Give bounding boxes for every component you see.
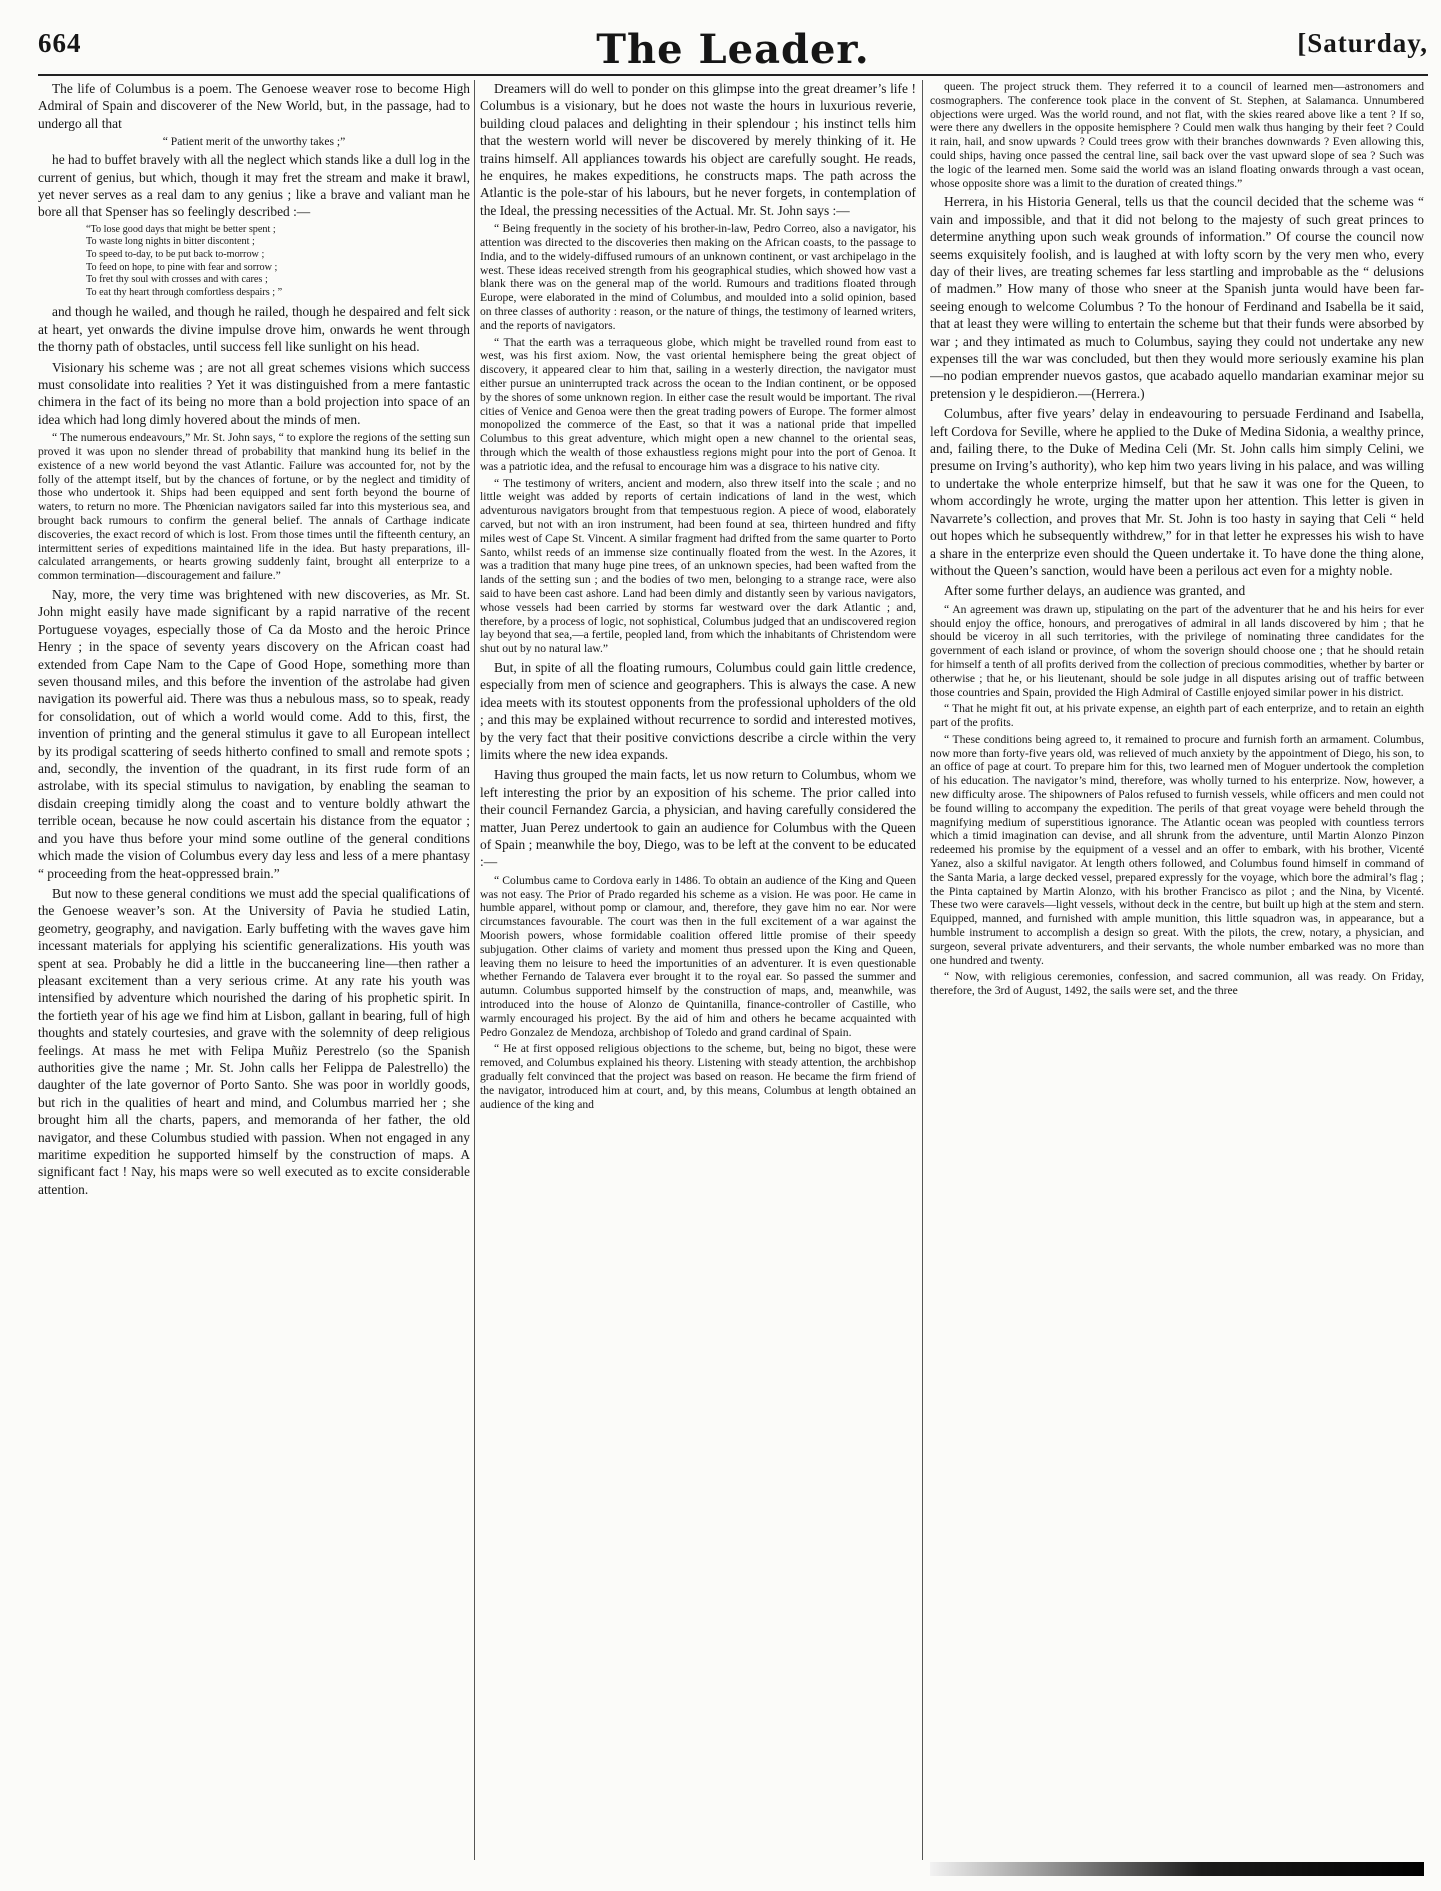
quoted-passage: “ The numerous endeavours,” Mr. St. John says, “ to explore the regions of the setting sun proved it was upon no slender thread of probability that mankind hung its belief in the existence of a new world beyond the vast Atlantic. Failure was accounted for, not by the folly of the attempt itself, but by the chances of fortune, or by the neglect and timidity of those who undertook it. Ships had been equipped and sent forth beyond the bourne of waters, to return no more. The Phœnician navigators sailed far into this mysterious sea, and brought back rumours to confirm the general belief. The annals of Carthage indicate discoveries, the exact record of which is lost. From those times until the fifteenth century, an intermittent series of expeditions maintained life in the idea. But hasty preparations, ill-calculated arrangements, or hearts growing suddenly faint, brought all enterprize to a common termination—discouragement and failure.”: [38, 431, 470, 583]
verse-quotation: “To lose good days that might be better spent ; To waste long nights in bitter discontent ; To speed to-day, to be put back to-morrow ; To feed on hope, to pine with fear and sorrow ; To fret thy soul with crosses and with cares ; To eat thy heart through comfortless despairs ; ”: [86, 223, 283, 298]
paragraph: After some further delays, an audience was granted, and: [944, 583, 1246, 599]
quoted-passage: “ An agreement was drawn up, stipulating on the part of the adventurer that he and his heirs for ever should enjoy the office, honours, and prerogatives of admiral in all lands discovered by him ; that he should be viceroy in all such territories, with the privilege of nominating three candidates for the government of each island or province, of whom the soverign should choose one ; that he should retain for himself a tenth of all profits derived from the collection of precious commodities, whether by barter or otherwise ; that he, or his lieutenant, should be sole judge in all disputes arising out of traffic between those countries and Spain, provided the High Admiral of Castille enjoyed similar power in his district.: [930, 602, 1424, 699]
paragraph: Dreamers will do well to ponder on this glimpse into the great dreamer’s life ! Columbus is a visionary, but he does not waste the hours in luxurious reverie, building cloud palaces and delighting in their splendour ; his instinct tells him that the western world will never be discovered by merely thinking of it. He trains himself. All appliances towards his object are carefully sought. He reads, he enquires, he makes expeditions, he constructs maps. The path across the Atlantic is the pole-star of his labours, but he never forgets, in contemplation of the Ideal, the pressing necessities of the Actual. Mr. St. John says :—: [480, 81, 916, 218]
footer-rule: [930, 1862, 1424, 1876]
column-divider: [922, 80, 923, 1860]
column-2: [480, 80, 916, 1845]
quoted-passage: “ That the earth was a terraqueous globe, which might be travelled round from east to west, was his first axiom. Now, the vast oriental hemisphere being the great object of discovery, it appeared clear to him that, sailing in a westerly direction, the navigator must either pursue an uninterrupted track across the ocean to the Indian continent, or be opposed by the shores of some unknown region. In either case the result would be important. The rival cities of Venice and Genoa were then the great trading powers of Europe. The former almost monopolized the commerce of the East, so that it was a national pride that impelled Columbus to this great adventure, which might open a new channel to the oriental seas, through which the wealth of those exhaustless regions might pour into the port of Genoa. It was a patriotic idea, and the refusal to encourage him was a disgrace to his native city.: [480, 335, 916, 473]
column-3: [930, 80, 1424, 1845]
quoted-passage: “ That he might fit out, at his private expense, an eighth part of each enterprize, and to retain an eighth part of the profits.: [930, 702, 1424, 730]
paragraph: Columbus, after five years’ delay in endeavouring to persuade Ferdinand and Isabella, left Cordova for Seville, where he applied to the Duke of Medina Sidonia, a wealthy prince, and, failing there, to the Duke of Medina Celi (Mr. St. John calls him simply Celini, we presume on Irving’s authority), who kep him two years living in his palace, and was willing to undertake the whole enterprize himself, but that he saw it was one for the Queen, to whom accordingly he wrote, urging the matter upon her attention. This letter is given in Navarrete’s collection, and proves that Mr. St. John is too hasty in saying that Celi “ held out hopes which he subsequently withdrew,” for in that letter he expresses his wish to have a share in the enterprize even should the Queen undertake it. To have done the thing alone, without the Queen’s sanction, would have been a perilous act even for a mighty noble.: [930, 406, 1424, 578]
paragraph: But now to these general conditions we must add the special qualifications of the Genoese weaver’s son. At the University of Pavia he studied Latin, geometry, geography, and navigation. Early buffeting with the waves gave him incessant materials for applying his scientific generalizations. His youth was spent at sea. Probably he did a little in the buccaneering line—then rather a pleasant excitement than a very serious crime. At any rate his youth was intensified by adventure which nourished the daring of his prophetic spirit. In the fortieth year of his age we find him at Lisbon, gallant in bearing, full of high thoughts and stately courtesies, and grave with the solemnity of deep religious feelings. At mass he met with Felipa Muñiz Perestrelo (so the Spanish authorities give the name ; Mr. St. John calls her Felippa de Palestrello) the daughter of the late governor of Porto Santo. She was poor in worldly goods, but rich in the qualities of heart and mind, and Columbus married her ; she brought him all the charts, papers, and memoranda of her father, the old navigator, and these Columbus studied with passion. When not engaged in any maritime expedition he supported himself by the construction of maps. A significant fact ! Nay, his maps were so well executed as to excite considerable attention.: [38, 885, 470, 1197]
quoted-passage: “ The testimony of writers, ancient and modern, also threw itself into the scale ; and no little weight was added by reports of certain indications of land in the west, which adventurous navigators brought from that tempestuous region. A piece of wood, elaborately carved, but not with an iron instrument, had been found at sea, thirteen hundred and fifty miles west of Cape St. Vincent. A similar fragment had drifted from the same quarter to Porto Santo, whilst reeds of an immense size continually floated from the west. In the Azores, it was a tradition that many huge pine trees, of an unknown species, had been wafted from the lands of the setting sun ; and the bodies of two men, belonging to a strange race, were also said to have been cast ashore. Land had been dimly and distantly seen by various navigators, whose vessels had been carried by storms far westward over the dark Atlantic ; and, therefore, by a process of logic, not sophistical, Columbus judged that an undiscovered region lay beyond that sea,—a fertile, peopled land, from which the inhabitants of Christendom were shut out by no natural law.”: [480, 476, 916, 656]
page-number: 664: [38, 28, 82, 58]
header-rule: [38, 74, 1428, 76]
paragraph: The life of Columbus is a poem. The Genoese weaver rose to become High Admiral of Spain and discoverer of the New World, but, in the passage, had to undergo all that: [38, 81, 470, 131]
page-header: [38, 26, 1428, 73]
paragraph: he had to buffet bravely with all the neglect which stands like a dull log in the current of genius, but which, though it may fret the stream and make it brawl, yet never serves as a real dam to any genius ; like a brave and valiant man he bore all that Spenser has so feelingly described :—: [38, 152, 470, 220]
quoted-passage: queen. The project struck them. They referred it to a council of learned men—astronomers and cosmographers. The conference took place in the convent of St. Stephen, at Salamanca. Unnumbered objections were urged. Was the world round, and not flat, with the skies reared above like a tent ? If so, were there any dwellers in the opposite hemisphere ? Could men walk thus hanging by their feet ? Could it rain, hail, and snow upwards ? Could trees grow with their branches downwards ? Even allowing this, could ships, having once passed the central line, sail back over the vast upward slope of sea ? Such was the logic of the learned men. Some said the world was an island floating onwards through a vast ocean, whose opposite shore was a limit to the duration of created things.”: [930, 80, 1424, 190]
column-1: [38, 80, 470, 1845]
masthead-title: The Leader.: [596, 26, 870, 73]
paragraph: and though he wailed, and though he railed, though he despaired and felt sick at heart, yet onwards the divine impulse drove him, onwards he went through the thorny path of obstacles, until success fell like sunlight on his head.: [38, 304, 470, 355]
quoted-passage: “ He at first opposed religious objections to the scheme, but, being no bigot, these were removed, and Columbus explained his theory. Listening with steady attention, the archbishop gradually felt convinced that the project was based on reason. He became the firm friend of the navigator, introduced him at court, and, by this means, Columbus at length obtained an audience of the king and: [480, 1042, 916, 1111]
verse-line: “ Patient merit of the unworthy takes ;”: [162, 135, 346, 149]
paragraph: Visionary his scheme was ; are not all great schemes visions which success must consolidate into realities ? Yet it was distinguished from a mere fantastic chimera in the fact of its being no more than a bold projection into space of an idea which had long dimly hovered about the minds of men.: [38, 359, 470, 427]
issue-day: [Saturday,: [1297, 28, 1428, 58]
paragraph: But, in spite of all the floating rumours, Columbus could gain little credence, especially from men of science and geographers. This is always the case. A new idea meets with its stoutest opponents from the professional upholders of the old ; and this may be explained without recurrence to sordid and interested motives, by the very fact that their positive convictions describe a circle within the very limits where the new idea expands.: [480, 659, 916, 762]
quoted-passage: “ Columbus came to Cordova early in 1486. To obtain an audience of the King and Queen was not easy. The Prior of Prado regarded his scheme as a vision. He was poor. He came in humble apparel, without pomp or clamour, and, therefore, they gave him no ear. Nor were circumstances favourable. The court was then in the full excitement of a war against the Moorish powers, whose formidable coalition offered little promise of their speedy subjugation. Other claims of variety and moment thus pressed upon the King and Queen, leaving them no leisure to heed the importunities of an adventurer. It is even questionable whether Fernando de Talavera ever brought it to the royal ear. So passed the summer and autumn. Columbus supported himself by the construction of maps, and, meanwhile, was introduced into the house of Alonzo de Quintanilla, finance-controller of Castille, who warmly encouraged his project. By the aid of him and others he became acquainted with Pedro Gonzalez de Mendoza, archbishop of Toledo and grand cardinal of Spain.: [480, 873, 916, 1039]
column-divider: [474, 80, 475, 1860]
quoted-passage: “ Now, with religious ceremonies, confession, and sacred communion, all was ready. On Friday, therefore, the 3rd of August, 1492, the sails were set, and the three: [930, 970, 1424, 998]
paragraph: Nay, more, the very time was brightened with new discoveries, as Mr. St. John might easily have made significant by a rapid narrative of the recent Portuguese voyages, especially those of Ca da Mosto and the heroic Prince Henry ; in the space of seventy years discovery on the African coast had extended from Cape Nam to the Cape of Good Hope, something more than seven thousand miles, and this before the invention of the astrolabe had given navigation its powerful aid. There was thus a nebulous mass, so to speak, ready for consolidation, out of which a world would come. Add to this, first, the invention of printing and the general stimulus it gave to all European intellect by its prodigal scattering of seeds hitherto confined to small and remote spots ; and, secondly, the invention of the quadrant, in its first rude form of an astrolabe, with its special stimulus to navigation, by enabling the seaman to disdain creeping timidly along the coast and to venture boldly athwart the terrible ocean, because he now could ascertain his distance from the equator ; and you have thus before your mind some outline of the general conditions which made the vision of Columbus every day less and less of a mere phantasy “ proceeding from the heat-oppressed brain.”: [38, 587, 470, 881]
quoted-passage: “ These conditions being agreed to, it remained to procure and furnish forth an armament. Columbus, now more than forty-five years old, was relieved of much anxiety by the appointment of Diego, his son, to an office of page at court. To prepare him for this, two learned men of Moguer undertook the completion of his education. The navigator’s mind, therefore, was wholly turned to his enterprize. Now, however, a new difficulty arose. The shipowners of Palos refused to furnish vessels, while officers and men could not be found willing to accompany the expedition. The perils of that great voyage were beheld through the magnifying medium of superstitious ignorance. The Atlantic ocean was peopled with countless terrors which a timid imagination can devise, and all shrunk from the adventure, until Martin Alonzo Pinzon redeemed his promise by the equipment of a vessel and an offer to embark, with his brother, Vicenté Yanez, also a skilful navigator. At length others followed, and Columbus found himself in command of the Santa Maria, a large decked vessel, prepared expressly for the voyage, which bore the admiral’s flag ; the Pinta captained by Martin Alonzo, with his brother Francisco as pilot ; and the Nina, by Vicenté. These two were caravels—light vessels, without deck in the centre, but built up high at the stem and stern. Equipped, manned, and furnished with ample munition, this little squadron was, in appearance, but a humble instrument to accomplish a design so great. With the pilots, the crew, notary, a physician, and surgeon, several private adventurers, and their servants, the whole number embarked was no more than one hundred and twenty.: [930, 732, 1424, 967]
paragraph: Having thus grouped the main facts, let us now return to Columbus, whom we left interesting the prior by an exposition of his scheme. The prior called into their council Fernandez Garcia, a physician, and having carefully considered the matter, Juan Perez undertook to gain an audience for Columbus with the Queen of Spain ; meanwhile the boy, Diego, was to be left at the convent to be educated :—: [480, 767, 916, 870]
paragraph: Herrera, in his Historia General, tells us that the council decided that the scheme was “ vain and impossible, and that it did not belong to the majesty of such great princes to determine anything upon such weak grounds of information.” Of course the council now seems exquisitely foolish, and is laughed at with lofty scorn by the very men who, every day of their lives, are treating schemes far less startling and improbable as the “ delusions of madmen.” How many of those who sneer at the Spanish junta would have been far-seeing enough to welcome Columbus ? To the honour of Ferdinand and Isabella be it said, that at least they were willing to entertain the scheme but that their funds were absorbed by war ; and they intimated as much to Columbus, saying they could not undertake any new expenses till the war was concluded, but then they would more seriously examine his plan—no podian emprender nuevos gastos, que acabado aquello mandarian examinar mejor su pretension y le despidieron.—(Herrera.): [930, 194, 1424, 401]
quoted-passage: “ Being frequently in the society of his brother-in-law, Pedro Correo, also a navigator, his attention was directed to the discoveries then making on the African coasts, to the passage to India, and to the widely-diffused rumours of an unknown continent, or vast archipelago in the west. These ideas received strength from his geographical studies, which showed how vast a blank there was on the general map of the world. Rumours and traditions floated through Europe, were elaborated in the mind of Columbus, and moulded into a solid opinion, based on three classes of authority : reason, or the nature of things, the testimony of learned writers, and the reports of navigators.: [480, 222, 916, 332]
